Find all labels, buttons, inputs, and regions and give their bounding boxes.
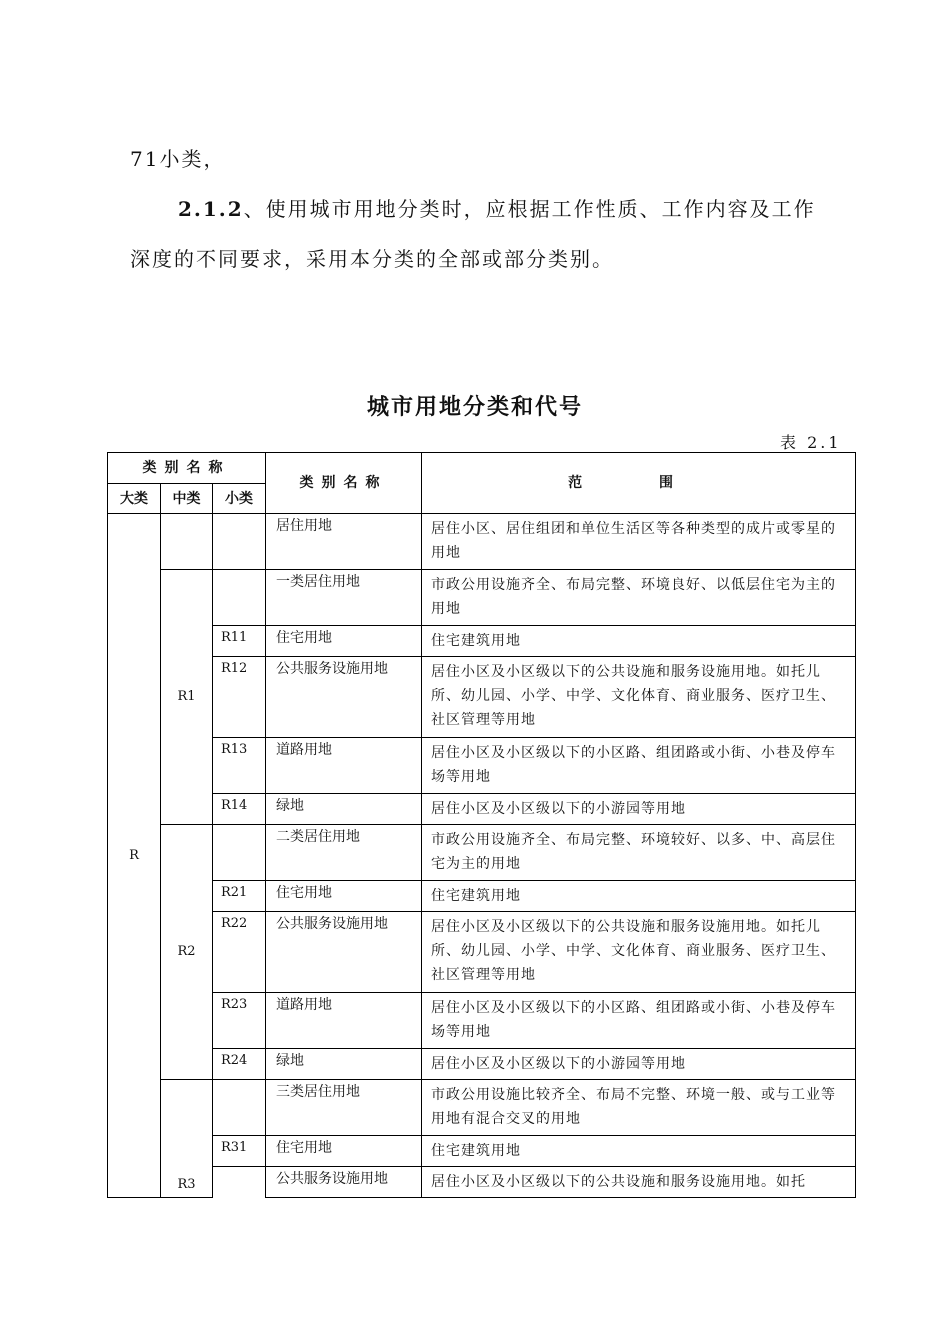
scope-cell: 住宅建筑用地 — [422, 1136, 856, 1167]
category-name-cell: 绿地 — [266, 794, 422, 825]
minor-code-cell: R21 — [213, 881, 266, 912]
table-title: 城市用地分类和代号 — [366, 395, 583, 420]
minor-code-cell — [213, 570, 266, 626]
table-number: 表 2.1 — [780, 433, 842, 452]
scope-cell: 市政公用设施齐全、布局完整、环境较好、以多、中、高层住宅为主的用地 — [422, 825, 856, 881]
medium-code-cell: R2 — [161, 825, 213, 1080]
minor-code-cell: R14 — [213, 794, 266, 825]
minor-code-cell: R24 — [213, 1049, 266, 1080]
category-name-cell: 绿地 — [266, 1049, 422, 1080]
category-name-cell: 二类居住用地 — [266, 825, 422, 881]
major-code-cell: R — [108, 514, 161, 1198]
medium-code-cell — [161, 514, 213, 570]
scope-cell: 居住小区及小区级以下的公共设施和服务设施用地。如托儿所、幼儿园、小学、中学、文化体育、商业服务、医疗卫生、社区管理等用地 — [422, 912, 856, 993]
clause-number: 2.1.2 — [178, 197, 244, 221]
scope-cell: 住宅建筑用地 — [422, 881, 856, 912]
scope-cell: 市政公用设施比较齐全、布局不完整、环境一般、或与工业等用地有混合交叉的用地 — [422, 1080, 856, 1136]
scope-cell: 居住小区、居住组团和单位生活区等各种类型的成片或零星的用地 — [422, 514, 856, 570]
header-category-code: 类别名称 — [108, 453, 266, 484]
category-name-cell: 道路用地 — [266, 993, 422, 1049]
clause-text: 、使用城市用地分类时，应根据工作性质、工作内容及工作 — [243, 197, 816, 221]
category-name-cell: 公共服务设施用地 — [266, 1167, 422, 1198]
scope-cell: 居住小区及小区级以下的公共设施和服务设施用地。如托 — [422, 1167, 856, 1198]
minor-code-cell: R23 — [213, 993, 266, 1049]
medium-code-cell: R1 — [161, 570, 213, 825]
scope-cell: 居住小区及小区级以下的小游园等用地 — [422, 794, 856, 825]
category-name-cell: 道路用地 — [266, 738, 422, 794]
minor-code-cell: R31 — [213, 1136, 266, 1167]
medium-code-cell: R3 — [161, 1080, 213, 1198]
category-name-cell: 公共服务设施用地 — [266, 657, 422, 738]
minor-code-cell: R12 — [213, 657, 266, 738]
header-major: 大类 — [108, 484, 161, 514]
category-name-cell: 住宅用地 — [266, 881, 422, 912]
minor-code-cell — [213, 1167, 266, 1198]
header-medium: 中类 — [161, 484, 213, 514]
scope-cell: 居住小区及小区级以下的公共设施和服务设施用地。如托儿所、幼儿园、小学、中学、文化体育、商业服务、医疗卫生、社区管理等用地 — [422, 657, 856, 738]
scope-cell: 市政公用设施齐全、布局完整、环境良好、以低层住宅为主的用地 — [422, 570, 856, 626]
scope-cell: 居住小区及小区级以下的小区路、组团路或小街、小巷及停车场等用地 — [422, 993, 856, 1049]
clause-line — [178, 193, 816, 222]
minor-code-cell: R22 — [213, 912, 266, 993]
minor-code-cell — [213, 825, 266, 881]
category-name-cell: 住宅用地 — [266, 1136, 422, 1167]
category-name-cell: 一类居住用地 — [266, 570, 422, 626]
header-minor: 小类 — [213, 484, 266, 514]
minor-code-cell: R11 — [213, 626, 266, 657]
minor-code-cell — [213, 514, 266, 570]
category-name-cell: 居住用地 — [266, 514, 422, 570]
category-name-cell: 住宅用地 — [266, 626, 422, 657]
header-category-name: 类别名称 — [266, 453, 422, 514]
scope-cell: 居住小区及小区级以下的小游园等用地 — [422, 1049, 856, 1080]
scope-cell: 居住小区及小区级以下的小区路、组团路或小街、小巷及停车场等用地 — [422, 738, 856, 794]
minor-code-cell: R13 — [213, 738, 266, 794]
intro-line: 71小类， — [130, 147, 226, 171]
category-name-cell: 三类居住用地 — [266, 1080, 422, 1136]
clause-continuation: 深度的不同要求，采用本分类的全部或部分类别。 — [130, 247, 614, 271]
minor-code-cell — [213, 1080, 266, 1136]
header-scope: 范 围 — [422, 453, 856, 514]
land-use-table — [107, 452, 856, 1198]
scope-cell: 住宅建筑用地 — [422, 626, 856, 657]
category-name-cell: 公共服务设施用地 — [266, 912, 422, 993]
